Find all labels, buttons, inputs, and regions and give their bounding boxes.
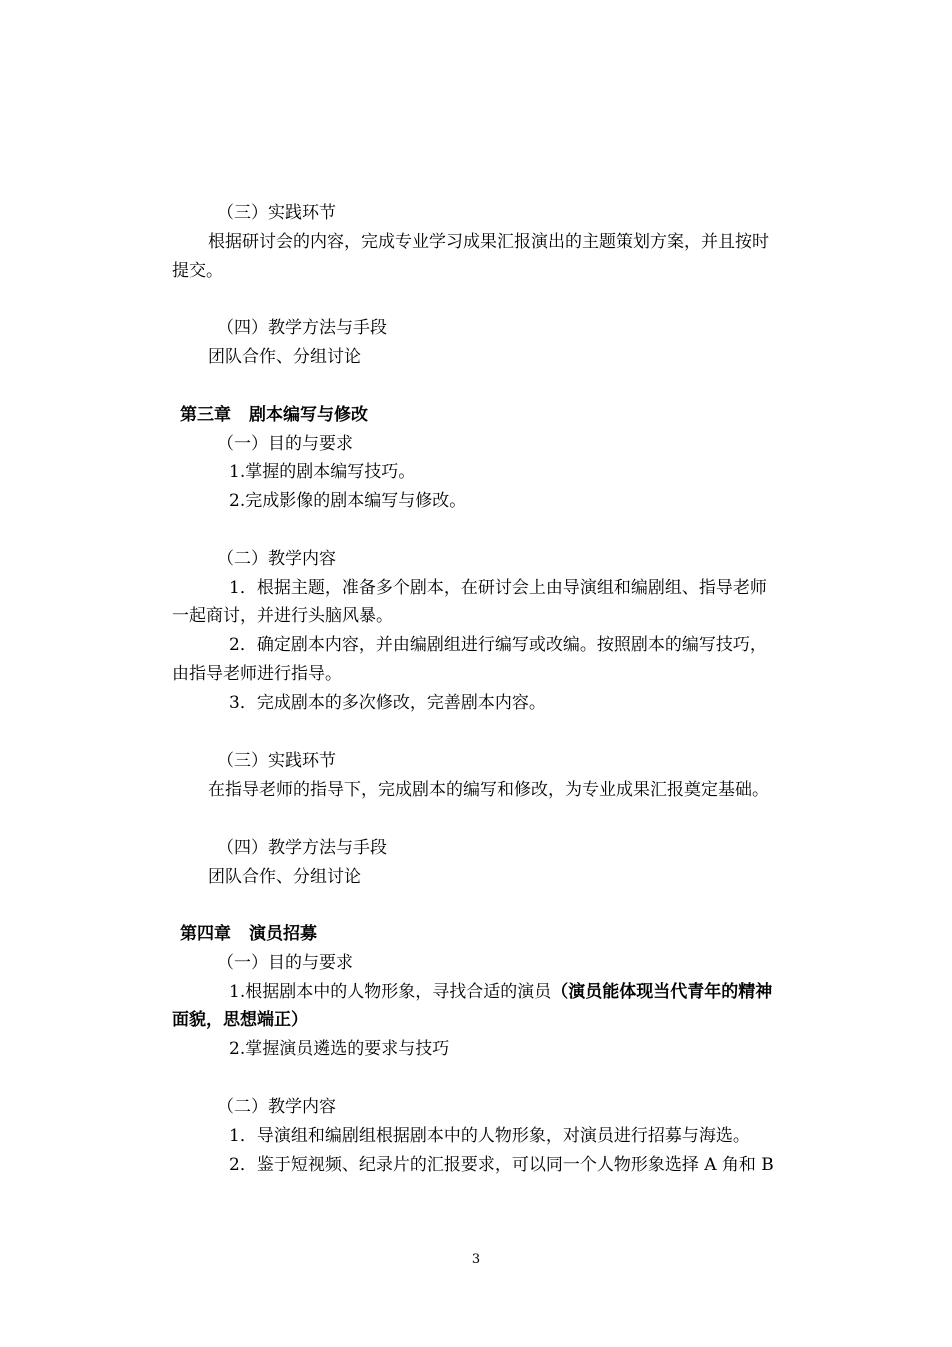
emphasis-text: 面貌，思想端正） <box>172 1010 308 1030</box>
goals-heading: （一）目的与要求 <box>217 434 353 454</box>
chapter-name: 演员招募 <box>249 924 317 944</box>
paragraph-line: 提交。 <box>172 261 223 281</box>
paragraph-line: 团队合作、分组讨论 <box>208 867 361 887</box>
list-item <box>229 981 899 1003</box>
practice-heading: （三）实践环节 <box>217 751 336 771</box>
content-heading: （二）教学内容 <box>217 1097 336 1117</box>
methods-heading: （四）教学方法与手段 <box>217 838 387 858</box>
list-item: 2．鉴于短视频、纪录片的汇报要求，可以同一个人物形象选择 A 角和 B <box>229 1155 774 1175</box>
goals-heading: （一）目的与要求 <box>217 953 353 973</box>
chapter-title <box>180 404 850 426</box>
paragraph-line: 在指导老师的指导下，完成剧本的编写和修改，为专业成果汇报奠定基础。 <box>208 780 769 800</box>
list-item: 2.完成影像的剧本编写与修改。 <box>229 491 467 511</box>
practice-heading: （三）实践环节 <box>217 203 336 223</box>
list-item: 3．完成剧本的多次修改，完善剧本内容。 <box>229 693 546 713</box>
emphasis-text: （演员能体现当代青年的精神 <box>551 982 773 1002</box>
paragraph-line: 一起商讨，并进行头脑风暴。 <box>172 606 393 626</box>
paragraph-line: 根据研讨会的内容，完成专业学习成果汇报演出的主题策划方案，并且按时 <box>208 232 769 252</box>
content-heading: （二）教学内容 <box>217 549 336 569</box>
list-item: 2.掌握演员遴选的要求与技巧 <box>229 1039 450 1059</box>
list-item: 1．导演组和编剧组根据剧本中的人物形象，对演员进行招募与海选。 <box>229 1126 750 1146</box>
paragraph-line: 团队合作、分组讨论 <box>208 347 361 367</box>
list-item-text: 1.根据剧本中的人物形象，寻找合适的演员 <box>229 982 552 1002</box>
list-item: 1.掌握的剧本编写技巧。 <box>229 462 416 482</box>
chapter-number: 第四章 <box>180 924 231 944</box>
methods-heading: （四）教学方法与手段 <box>217 318 387 338</box>
paragraph-line: 由指导老师进行指导。 <box>172 664 342 684</box>
list-item: 1．根据主题，准备多个剧本，在研讨会上由导演组和编剧组、指导老师 <box>229 578 767 598</box>
page-number: 3 <box>471 1252 481 1267</box>
chapter-name: 剧本编写与修改 <box>249 405 368 425</box>
chapter-number: 第三章 <box>180 405 231 425</box>
chapter-title <box>180 923 850 945</box>
list-item: 2．确定剧本内容，并由编剧组进行编写或改编。按照剧本的编写技巧， <box>229 635 767 655</box>
